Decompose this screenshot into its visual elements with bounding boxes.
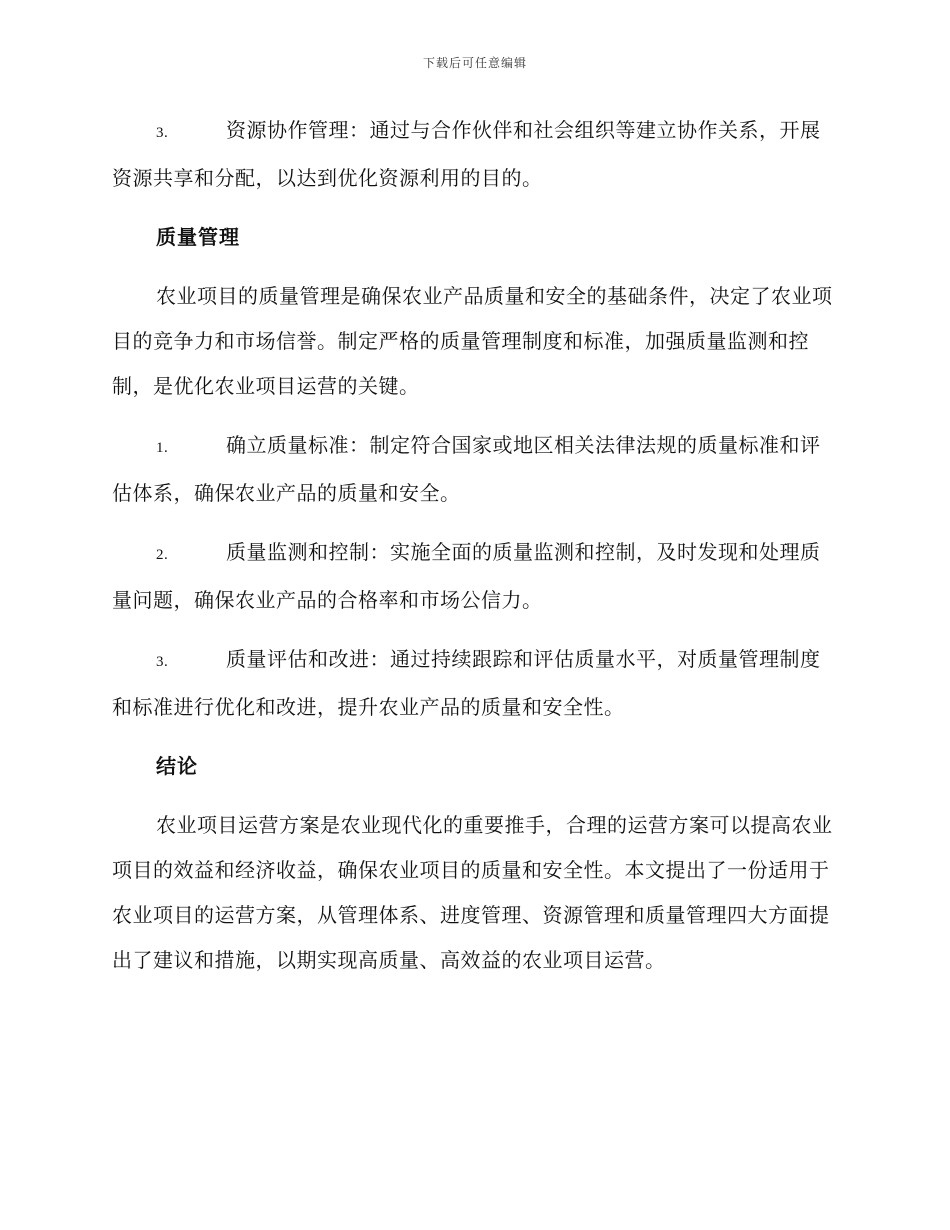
list-number: 2. — [156, 547, 169, 563]
conclusion-paragraph: 农业项目运营方案是农业现代化的重要推手，合理的运营方案可以提高农业项目的效益和经济收益，确保农业项目的质量和安全性。本文提出了一份适用于农业项目的运营方案，从管理体系、进度管理、资源管理和质量管理四大方面提出了建议和措施，以期实现高质量、高效益的农业项目运营。 — [112, 813, 833, 972]
list-text: 质量监测和控制：实施全面的质量监测和控制，及时发现和处理质量问题，确保农业产品的合格率和市场公信力。 — [112, 540, 821, 612]
quality-intro-paragraph: 农业项目的质量管理是确保农业产品质量和安全的基础条件，决定了农业项目的竞争力和市场信誉。制定严格的质量管理制度和标准，加强质量监测和控制，是优化农业项目运营的关键。 — [112, 284, 833, 398]
resource-list-item-3 — [112, 108, 838, 201]
quality-list-item-1 — [112, 423, 838, 516]
document-body — [112, 108, 838, 997]
quality-list-item-2 — [112, 530, 838, 623]
section-heading-conclusion: 结论 — [156, 754, 198, 778]
list-text: 确立质量标准：制定符合国家或地区相关法律法规的质量标准和评估体系，确保农业产品的质量和安全。 — [112, 433, 821, 505]
quality-list-item-3 — [112, 637, 838, 730]
list-text: 质量评估和改进：通过持续跟踪和评估质量水平，对质量管理制度和标准进行优化和改进，提升农业产品的质量和安全性。 — [112, 647, 821, 719]
list-text: 资源协作管理：通过与合作伙伴和社会组织等建立协作关系，开展资源共享和分配，以达到优化资源利用的目的。 — [112, 118, 821, 190]
list-number: 1. — [156, 440, 169, 456]
list-number: 3. — [156, 125, 169, 141]
header-note: 下载后可任意编辑 — [422, 56, 527, 70]
list-number: 3. — [156, 654, 169, 670]
section-heading-quality: 质量管理 — [156, 225, 240, 249]
